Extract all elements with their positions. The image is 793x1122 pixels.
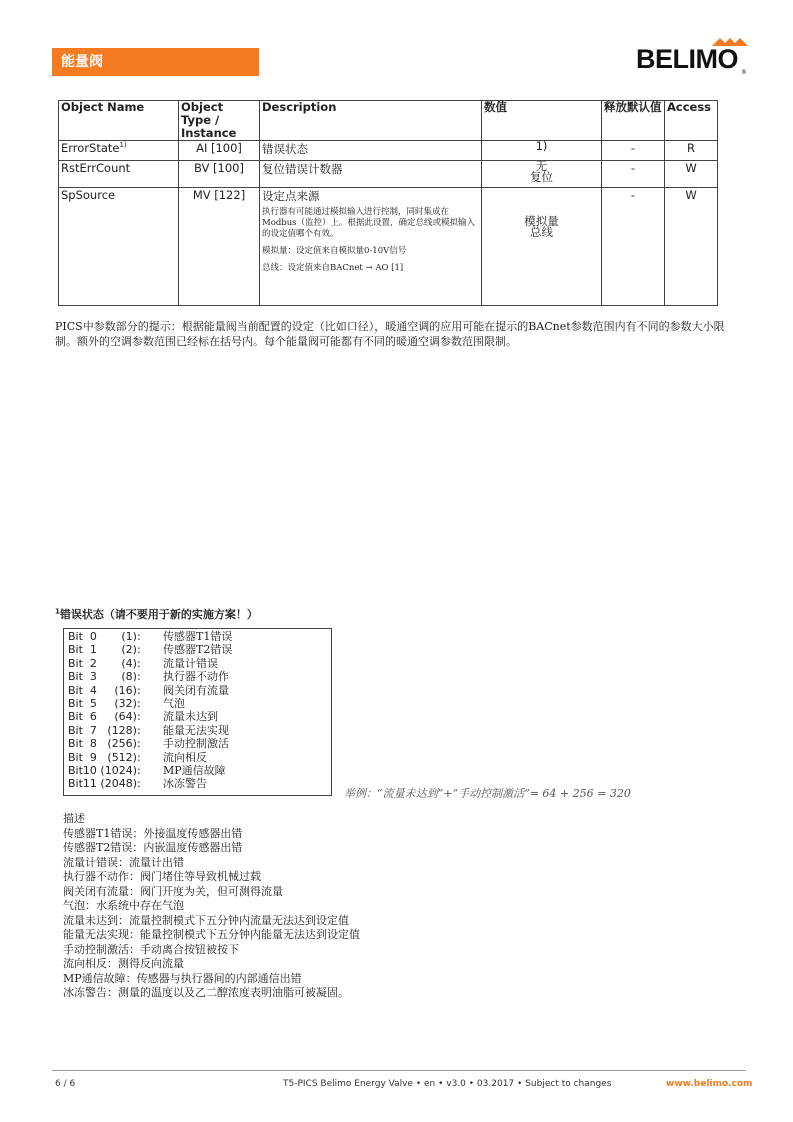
header-object-type-text: Object Type / Instance xyxy=(181,100,237,140)
description-line: 能量无法实现：能量控制模式下五分钟内能量无法达到设定值 xyxy=(63,928,360,941)
cell-type: MV [122] xyxy=(179,188,260,306)
footnote-marker: 1 xyxy=(55,607,60,616)
cell-value: 1) xyxy=(482,141,602,161)
footer-divider xyxy=(52,1070,746,1071)
bit-meaning: 能量无法实现 xyxy=(163,723,229,737)
error-bit-table xyxy=(63,628,332,796)
cell-value: 模拟量 总线 xyxy=(482,188,602,306)
cell-access: R xyxy=(665,141,718,161)
bit-value: Bit 8 (256): xyxy=(68,737,141,751)
bit-meaning: MP通信故障 xyxy=(163,764,226,777)
bit-meaning: 冰冻警告 xyxy=(163,777,207,791)
cell-description: 复位错误计数器 xyxy=(260,161,482,188)
bit-value: Bit 0 (1): xyxy=(68,630,141,643)
cell-value: 无 复位 xyxy=(482,161,602,188)
cell-default: - xyxy=(602,188,665,306)
header-default: 释放默认值 xyxy=(602,101,665,141)
description-block xyxy=(63,812,663,1001)
bit-value: Bit 4 (16): xyxy=(68,683,141,697)
footnote-title-text: 错误状态（请不要用于新的实施方案！） xyxy=(59,608,258,621)
cell-type: BV [100] xyxy=(179,161,260,188)
page-number: 6 / 6 xyxy=(55,1079,76,1089)
description-line: 流量计错误：流量计出错 xyxy=(63,855,184,869)
cell-name xyxy=(59,141,179,161)
description-bus: 总线：设定值来自BACnet → AO [1] xyxy=(262,263,404,273)
description-line: 气泡：水系统中存在气泡 xyxy=(63,899,184,912)
bit-value: Bit 6 (64): xyxy=(68,710,141,724)
description-line: 传感器T2错误：内嵌温度传感器出错 xyxy=(63,841,243,854)
description-line: 流量未达到：流量控制模式下五分钟内流量无法达到设定值 xyxy=(63,913,349,927)
bit-meaning: 流量计错误 xyxy=(163,656,218,670)
bit-value: Bit 9 (512): xyxy=(68,750,141,764)
cell-access: W xyxy=(665,188,718,306)
bit-meaning: 气泡 xyxy=(163,697,185,710)
description-heading: 描述 xyxy=(63,812,85,825)
description-analog: 模拟量：设定值来自模拟量0-10V信号 xyxy=(262,246,407,256)
description-line: 冰冻警告：测量的温度以及乙二醇浓度表明油脂可被凝固。 xyxy=(63,986,349,999)
bit-meaning: 流向相反 xyxy=(163,750,207,764)
description-line: 流向相反：测得反向流量 xyxy=(63,957,184,970)
table-header-row xyxy=(59,101,718,141)
table-row xyxy=(59,161,718,188)
document-title: 能量阀 xyxy=(52,48,259,76)
description-detail: 执行器有可能通过模拟输入进行控制，同时集成在Modbus（监控）上。根据此设置，确定总线或模拟输入的设定值哪个有效。 xyxy=(262,207,476,239)
description-line: 手动控制激活：手动离合按钮被按下 xyxy=(63,942,239,956)
bit-meaning: 流量未达到 xyxy=(163,710,218,724)
object-name: ErrorState xyxy=(61,141,120,155)
logo-trademark: ® xyxy=(741,69,747,76)
description-line: 传感器T1错误：外接温度传感器出错 xyxy=(63,826,243,840)
pics-note-paragraph: PICS中参数部分的提示：根据能量阀当前配置的设定（比如口径），暖通空调的应用可能在提示的BACnet参数范围内有不同的参数大小限制。额外的空调参数范围已经标在括号内。每个能量阀可能都有不同的暖通空调参数范围限制。 xyxy=(55,320,725,348)
cell-name: RstErrCount xyxy=(59,161,179,188)
bit-value: Bit 5 (32): xyxy=(68,697,141,710)
description-line: MP通信故障：传感器与执行器间的内部通信出错 xyxy=(63,971,302,985)
bit-value: Bit 2 (4): xyxy=(68,656,141,670)
cell-description: 错误状态 xyxy=(260,141,482,161)
header-object-name: Object Name xyxy=(59,101,179,141)
logo-text: BELIMO xyxy=(636,44,738,74)
object-name-footnote: 1) xyxy=(119,141,127,150)
bit-meaning: 传感器T1错误 xyxy=(163,630,233,643)
bit-value: Bit 1 (2): xyxy=(68,643,141,657)
description-lines xyxy=(63,827,663,1001)
footer-url[interactable]: www.belimo.com xyxy=(666,1079,753,1089)
footnote-title xyxy=(55,606,258,622)
footer-document-info: T5-PICS Belimo Energy Valve • en • v3.0 • 03.2017 • Subject to changes xyxy=(283,1079,612,1089)
cell-name: SpSource xyxy=(59,188,179,306)
cell-default: - xyxy=(602,161,665,188)
bit-value: Bit11 (2048): xyxy=(68,777,141,791)
header-object-type xyxy=(179,101,260,141)
description-line: 阀关闭有流量：阀门开度为关，但可测得流量 xyxy=(63,884,283,898)
bit-meaning: 执行器不动作 xyxy=(163,670,229,684)
header-access: Access xyxy=(665,101,718,141)
bit-value: Bit10 (1024): xyxy=(68,764,141,777)
bit-meaning: 阀关闭有流量 xyxy=(163,683,229,697)
cell-type: AI [100] xyxy=(179,141,260,161)
cell-access: W xyxy=(665,161,718,188)
bit-meaning: 传感器T2错误 xyxy=(163,643,233,657)
description-line: 执行器不动作：阀门堵住等导致机械过载 xyxy=(63,870,261,883)
bit-value: Bit 7 (128): xyxy=(68,723,141,737)
header-value: 数值 xyxy=(482,101,602,141)
table-row xyxy=(59,188,718,306)
example-calculation: 举例：“流量未达到”+“手动控制激活”= 64 + 256 = 320 xyxy=(344,787,631,800)
cell-description xyxy=(260,188,482,306)
object-table xyxy=(58,100,718,306)
bit-meaning: 手动控制激活 xyxy=(163,737,229,751)
description-title: 设定点来源 xyxy=(262,189,320,203)
header-description: Description xyxy=(260,101,482,141)
cell-default: - xyxy=(602,141,665,161)
table-row xyxy=(59,141,718,161)
bit-value: Bit 3 (8): xyxy=(68,670,141,684)
